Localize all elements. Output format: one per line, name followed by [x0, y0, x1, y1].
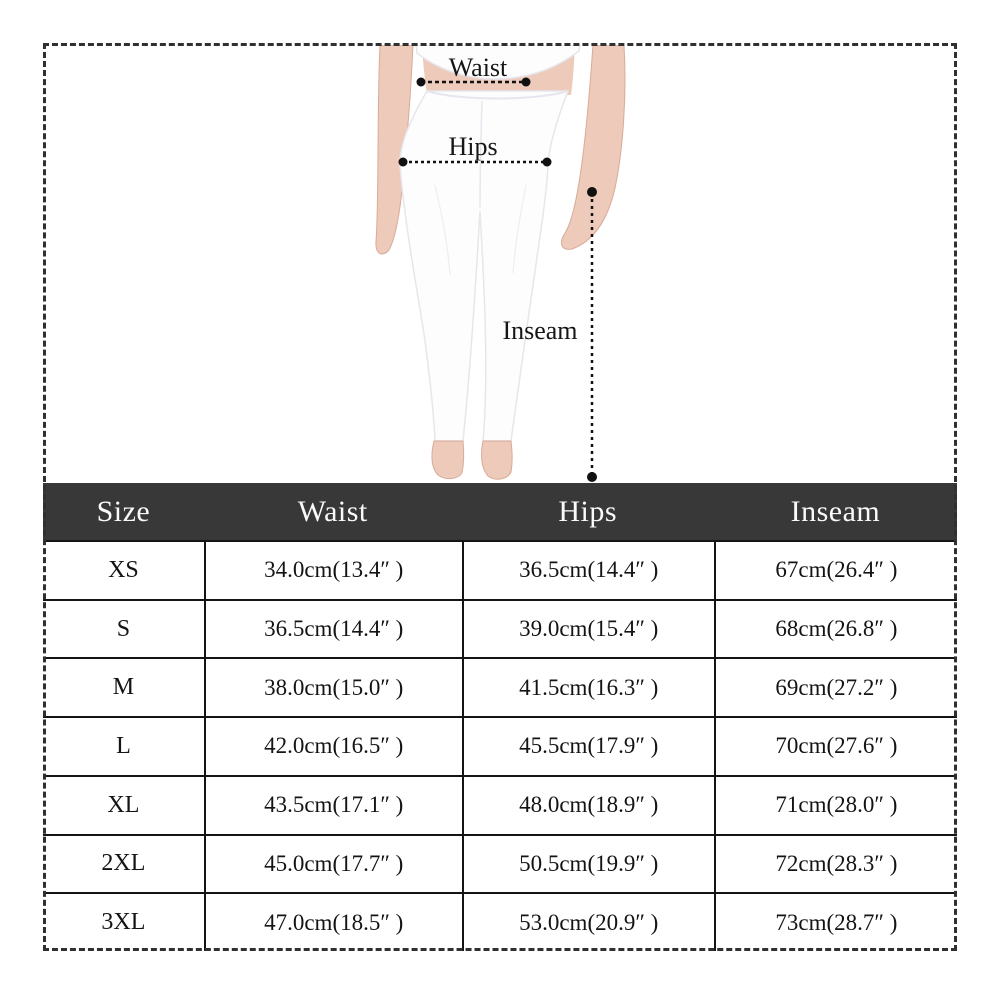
- table-row: [43, 657, 957, 716]
- right-foot: [482, 441, 513, 479]
- table-row: [43, 892, 957, 951]
- size-cell: XL: [43, 775, 204, 834]
- waist-cell: 36.5cm(14.4″ ): [204, 599, 462, 658]
- size-cell: 2XL: [43, 834, 204, 893]
- column-header-inseam: Inseam: [714, 483, 957, 540]
- inseam-cell: 70cm(27.6″ ): [714, 716, 957, 775]
- inseam-cell: 68cm(26.8″ ): [714, 599, 957, 658]
- waist-cell: 42.0cm(16.5″ ): [204, 716, 462, 775]
- hips-label: Hips: [448, 132, 498, 161]
- hips-cell: 36.5cm(14.4″ ): [462, 540, 714, 599]
- model-photo: [330, 45, 710, 483]
- inseam-cell: 72cm(28.3″ ): [714, 834, 957, 893]
- inseam-cell: 71cm(28.0″ ): [714, 775, 957, 834]
- hips-cell: 50.5cm(19.9″ ): [462, 834, 714, 893]
- table-row: [43, 834, 957, 893]
- size-chart-table: [43, 483, 957, 951]
- column-header-hips: Hips: [462, 483, 714, 540]
- hips-cell: 53.0cm(20.9″ ): [462, 892, 714, 951]
- size-cell: XS: [43, 540, 204, 599]
- column-header-waist: Waist: [204, 483, 462, 540]
- waist-cell: 47.0cm(18.5″ ): [204, 892, 462, 951]
- hips-cell: 45.5cm(17.9″ ): [462, 716, 714, 775]
- table-row: [43, 775, 957, 834]
- model-figure-svg: [330, 45, 710, 483]
- inseam-cell: 67cm(26.4″ ): [714, 540, 957, 599]
- waist-cell: 45.0cm(17.7″ ): [204, 834, 462, 893]
- table-row: [43, 599, 957, 658]
- size-cell: 3XL: [43, 892, 204, 951]
- column-header-size: Size: [43, 483, 204, 540]
- waist-label: Waist: [448, 53, 508, 82]
- table-row: [43, 540, 957, 599]
- left-foot: [432, 441, 464, 479]
- size-cell: S: [43, 599, 204, 658]
- waist-cell: 43.5cm(17.1″ ): [204, 775, 462, 834]
- header-row: [43, 483, 957, 540]
- inseam-label: Inseam: [502, 316, 578, 345]
- inseam-cell: 69cm(27.2″ ): [714, 657, 957, 716]
- waist-cell: 34.0cm(13.4″ ): [204, 540, 462, 599]
- inseam-cell: 73cm(28.7″ ): [714, 892, 957, 951]
- hips-cell: 48.0cm(18.9″ ): [462, 775, 714, 834]
- table-row: [43, 716, 957, 775]
- size-cell: L: [43, 716, 204, 775]
- size-cell: M: [43, 657, 204, 716]
- hips-cell: 39.0cm(15.4″ ): [462, 599, 714, 658]
- hips-cell: 41.5cm(16.3″ ): [462, 657, 714, 716]
- waist-cell: 38.0cm(15.0″ ): [204, 657, 462, 716]
